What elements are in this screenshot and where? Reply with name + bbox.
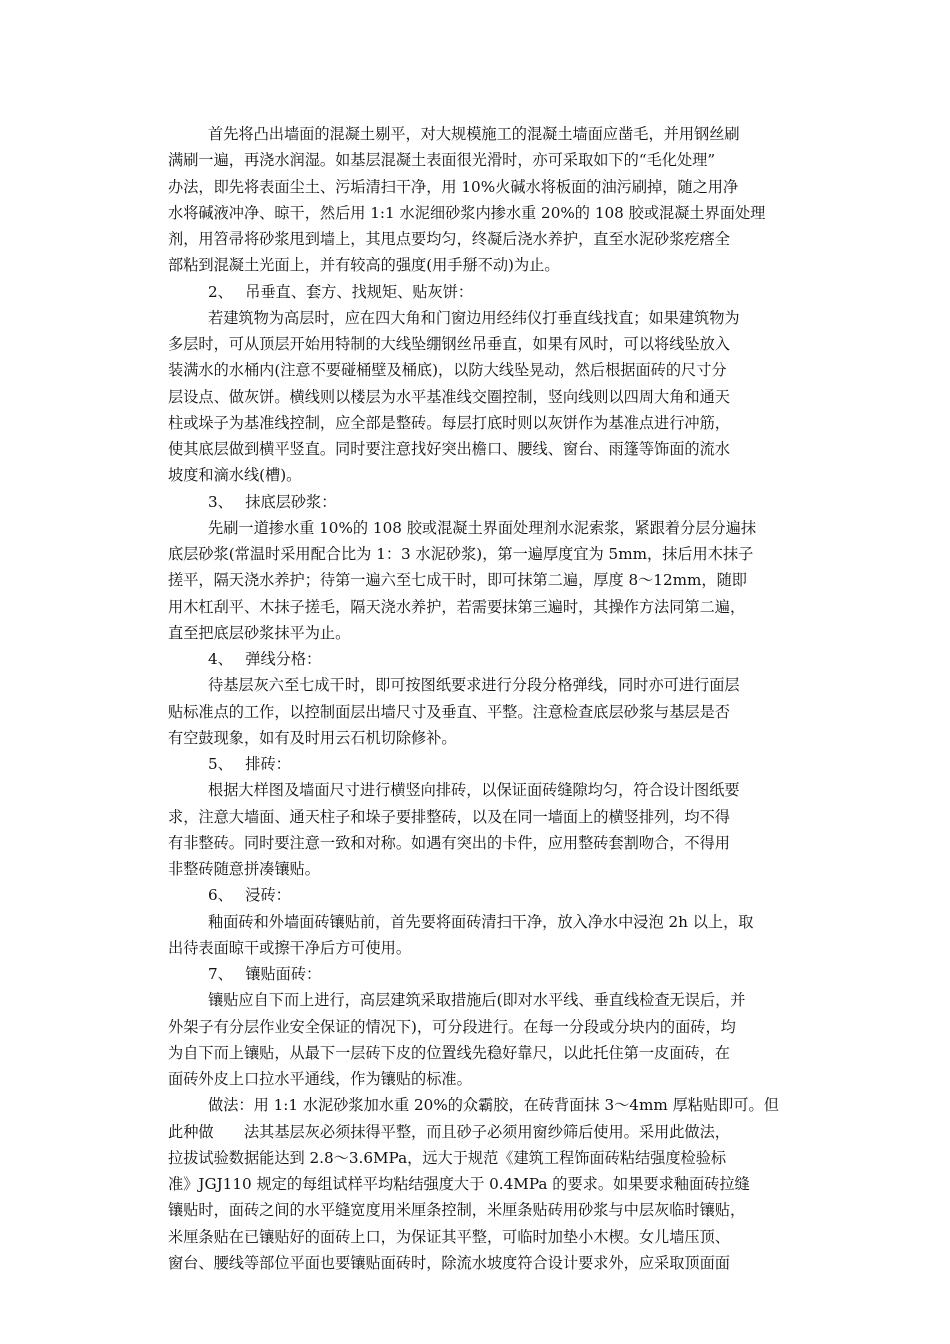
text-line: 拉拔试验数据能达到 2.8～3.6MPa，远大于规范《建筑工程饰面砖粘结强度检验标 [168, 1148, 727, 1167]
text-line: 有空鼓现象，如有及时用云石机切除修补。 [168, 728, 457, 747]
text-line: 水将碱液冲净、晾干，然后用 1:1 水泥细砂浆内掺水重 20%的 108 胶或混凝土界面处理 [168, 203, 766, 222]
text-line: 外架子有分层作业安全保证的情况下)，可分段进行。在每一分段或分块内的面砖，均 [168, 1017, 736, 1036]
text-line: 求，注意大墙面、通天柱子和垛子要排整砖，以及在同一墙面上的横竖排列，均不得 [168, 807, 730, 826]
text-line: 为自下而上镶贴，从最下一层砖下皮的位置线先稳好靠尺，以此托住第一皮面砖，在 [168, 1043, 730, 1062]
text-line: 剂，用笤帚将砂浆甩到墙上，其甩点要均匀，终凝后浇水养护，直至水泥砂浆疙瘩全 [168, 230, 730, 248]
text-line: 准》JGJ110 规定的每组试样平均粘结强度大于 0.4MPa 的要求。如果要求釉面砖拉缝 [168, 1175, 750, 1193]
text-line: 5、 排砖： [208, 755, 291, 773]
text-line: 此种做 法其基层灰必须抹得平整，而且砂子必须用窗纱筛后使用。采用此做法， [168, 1122, 730, 1141]
text-line: 做法：用 1:1 水泥砂浆加水重 20%的众霸胶，在砖背面抹 3～4mm 厚粘贴即可。但 [208, 1096, 779, 1115]
text-line: 直至把底层砂浆抹平为止。 [168, 623, 351, 642]
text-line: 使其底层做到横平竖直。同时要注意找好突出檐口、腰线、窗台、雨篷等饰面的流水 [168, 440, 730, 458]
text-line: 底层砂浆(常温时采用配合比为 1：3 水泥砂浆)，第一遍厚度宜为 5mm，抹后用木抹子 [168, 545, 754, 563]
text-line: 非整砖随意拼凑镶贴。 [168, 860, 320, 878]
text-line: 部粘到混凝土光面上，并有较高的强度(用手掰不动)为止。 [168, 256, 560, 275]
text-line: 镶贴时，面砖之间的水平缝宽度用米厘条控制，米厘条贴砖用砂浆与中层灰临时镶贴， [168, 1201, 746, 1220]
text-line: 4、 弹线分格： [208, 650, 322, 668]
text-line: 窗台、腰线等部位平面也要镶贴面砖时，除流水坡度符合设计要求外，应采取顶面面 [168, 1253, 730, 1272]
text-line: 贴标准点的工作，以控制面层出墙尺寸及垂直、平整。注意检查底层砂浆与基层是否 [168, 702, 730, 721]
text-line: 满刷一遍，再浇水润湿。如基层混凝土表面很光滑时，亦可采取如下的“毛化处理” [168, 151, 716, 170]
text-line: 多层时，可从顶层开始用特制的大线坠绷钢丝吊垂直，如果有风时，可以将线坠放入 [168, 335, 730, 353]
text-line: 办法，即先将表面尘土、污垢清扫干净，用 10%火碱水将板面的油污刷掉，随之用净 [168, 177, 739, 196]
text-line: 3、 抹底层砂浆： [208, 492, 337, 511]
text-line: 装满水的水桶内(注意不要碰桶壁及桶底)，以防大线坠晃动，然后根据面砖的尺寸分 [168, 361, 727, 380]
text-line: 2、 吊垂直、套方、找规矩、贴灰饼： [208, 282, 474, 301]
text-line: 米厘条贴在已镶贴好的面砖上口，为保证其平整，可临时加垫小木楔。女儿墙压顶、 [168, 1227, 730, 1246]
text-line: 层设点、做灰饼。横线则以楼层为水平基准线交圈控制，竖向线则以四周大角和通天 [168, 387, 730, 406]
text-line: 首先将凸出墙面的混凝土剔平，对大规模施工的混凝土墙面应凿毛，并用钢丝刷 [208, 125, 740, 143]
text-line: 出待表面晾干或擦干净后方可使用。 [168, 938, 411, 957]
text-line: 镶贴应自下而上进行，高层建筑采取措施后(即对水平线、垂直线检查无误后，并 [208, 991, 746, 1010]
text-line: 先刷一道掺水重 10%的 108 胶或混凝土界面处理剂水泥索浆，紧跟着分层分遍抹 [208, 518, 757, 537]
text-line: 用木杠刮平、木抹子搓毛，隔天浇水养护，若需要抹第三遍时，其操作方法同第二遍， [168, 597, 746, 616]
text-line: 7、 镶贴面砖： [208, 965, 322, 983]
text-line: 6、 浸砖： [208, 886, 291, 905]
text-line: 柱或垛子为基准线控制，应全部是整砖。每层打底时则以灰饼作为基准点进行冲筋， [168, 413, 730, 432]
text-line: 有非整砖。同时要注意一致和对称。如遇有突出的卡件，应用整砖套割吻合，不得用 [168, 833, 730, 852]
text-line: 坡度和滴水线(槽)。 [168, 466, 302, 485]
text-line: 待基层灰六至七成干时，即可按图纸要求进行分段分格弹线，同时亦可进行面层 [208, 676, 740, 695]
text-line: 釉面砖和外墙面砖镶贴前，首先要将面砖清扫干净，放入净水中浸泡 2h 以上，取 [208, 912, 754, 931]
text-line: 面砖外皮上口拉水平通线，作为镶贴的标准。 [168, 1070, 472, 1088]
text-line: 搓平，隔天浇水养护；待第一遍六至七成干时，即可抹第二遍，厚度 8～12mm，随即 [168, 571, 747, 590]
text-line: 根据大样图及墙面尺寸进行横竖向排砖，以保证面砖缝隙均匀，符合设计图纸要 [208, 781, 740, 800]
text-line: 若建筑物为高层时，应在四大角和门窗边用经纬仪打垂直线找直；如果建筑物为 [208, 308, 740, 327]
document-body [168, 121, 808, 1276]
